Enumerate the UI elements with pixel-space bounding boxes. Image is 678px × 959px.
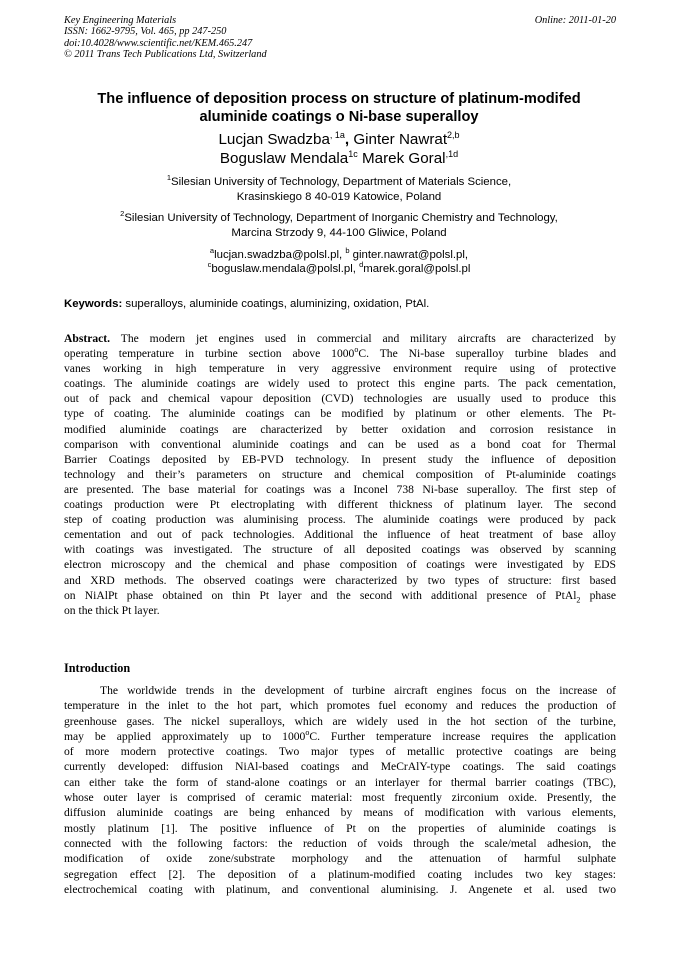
author-emails bbox=[40, 248, 638, 276]
abstract-line: cementation and out of pack technologies. Additional the influence of heat treatment of base alloy bbox=[64, 528, 616, 542]
paper-title bbox=[40, 90, 638, 126]
abstract-line: Abstract. The modern jet engines used in commercial and military aircrafts are characterized by bbox=[64, 332, 616, 345]
authors-line-1 bbox=[40, 130, 638, 149]
email-link[interactable]: marek.goral@polsl.pl bbox=[363, 263, 471, 275]
body-line: mostly platinum [1]. The positive influence of Pt on the properties of aluminide coatings is bbox=[64, 821, 616, 835]
abstract-label: Abstract. bbox=[64, 332, 111, 345]
keywords-text: superalloys, aluminide coatings, aluminizing, oxidation, PtAl. bbox=[122, 298, 430, 310]
email-link[interactable]: ginter.nawrat@polsl.pl, bbox=[349, 249, 469, 261]
abstract-line: and XRD methods. The observed coatings were characterized by two types of structure: first based bbox=[64, 573, 616, 587]
author-affil-mark: ,1d bbox=[445, 148, 459, 159]
author-name: Ginter Nawrat bbox=[349, 131, 448, 148]
body-line: of more modern protective coatings. Two major types of metallic protective coatings are being bbox=[64, 745, 616, 759]
email-link[interactable]: boguslaw.mendala@polsl.pl, bbox=[211, 263, 360, 275]
abstract-line: type of coating. The aluminide coatings can be modified by platinum or other elements. The Pt- bbox=[64, 407, 616, 421]
doi-line: doi:10.4028/www.scientific.net/KEM.465.247 bbox=[64, 37, 253, 49]
body-line: segregation effect [2]. The deposition of a platinum-modified coating includes two key stages: bbox=[64, 867, 616, 881]
body-line: electrochemical coating with platinum, and conventional aluminising. J. Angenete et al. used two bbox=[64, 882, 616, 896]
author-name: Boguslaw Mendala bbox=[219, 150, 349, 167]
abstract-line: on the thick Pt layer. bbox=[64, 603, 160, 617]
abstract-line: on NiAlPt phase obtained on thin Pt layer and the second with additional presence of PtAl$_2$ phase bbox=[64, 588, 616, 604]
abstract-line: coatings. The aluminide coatings are widely used to protect this engine parts. The pack cementation, bbox=[64, 377, 616, 391]
email-mark: a bbox=[209, 246, 215, 256]
keywords-label: Keywords: bbox=[64, 298, 123, 310]
email-mark: c bbox=[207, 260, 212, 270]
abstract-line: vanes working in high temperature in very aggressive environment require using of protective bbox=[64, 362, 616, 376]
journal-header bbox=[64, 15, 616, 61]
journal-name: Key Engineering Materials bbox=[64, 15, 177, 26]
affil-number: 2 bbox=[120, 209, 125, 219]
affil-line: Silesian University of Technology, Department of Inorganic Chemistry and Technology, bbox=[124, 212, 558, 224]
body-line: diffusion aluminide coatings are being enhanced by means of modification with various elements, bbox=[64, 806, 616, 820]
introduction-body bbox=[64, 683, 616, 897]
body-line: modification of oxide zone/substrate morphology and the attenuation of harmful sulphate bbox=[64, 852, 616, 866]
body-line: temperature in the inlet to the hot part, which promotes fuel economy and reduces the production of bbox=[64, 699, 616, 713]
title-line-1: The influence of deposition process on structure of platinum-modifed bbox=[97, 91, 581, 107]
body-line: greenhouse gases. The nickel superalloys, which are widely used in the hot section of the turbine, bbox=[64, 714, 616, 728]
body-line: currently developed: diffusion NiAl-based coatings and MeCrAlY-type coatings. The said coatings bbox=[64, 760, 616, 774]
abstract-line: out of pack and chemical vapour deposition (CVD) technologies are usually used to produce this bbox=[64, 392, 616, 406]
author-affil-mark: 2,b bbox=[447, 129, 460, 140]
email-link[interactable]: lucjan.swadzba@polsl.pl, bbox=[214, 249, 346, 261]
author-separator: , bbox=[344, 131, 350, 148]
body-line: The worldwide trends in the development of turbine aircraft engines focus on the increase of bbox=[100, 684, 616, 697]
section-heading-introduction: Introduction bbox=[64, 661, 131, 675]
abstract-line: Barrier Coatings deposited by EB-PVD technology. In present study the influence of deposition bbox=[64, 452, 616, 466]
email-mark: b bbox=[345, 246, 350, 256]
abstract-line: operating temperature in turbine section above 1000$^o$C. The Ni-base superalloy turbine blades and bbox=[64, 345, 616, 361]
issn-line: ISSN: 1662-9795, Vol. 465, pp 247-250 bbox=[64, 26, 227, 38]
affiliation-2 bbox=[40, 211, 638, 241]
authors-line-2 bbox=[40, 149, 638, 168]
affiliation-1 bbox=[40, 175, 638, 205]
body-line: whose outer layer is comprised of ceramic material: most frequently zirconium oxide. Presently, the bbox=[64, 791, 616, 805]
abstract-line: technology and their’s parameters on structure and chemical composition of Pt-aluminide coatings bbox=[64, 467, 616, 481]
author-name: Lucjan Swadzba bbox=[218, 131, 330, 148]
body-line: can either take the form of stand-alone coatings or an interlayer for thermal barrier coatings (TBC), bbox=[64, 775, 616, 789]
online-date: Online: 2011-01-20 bbox=[534, 15, 616, 26]
author-affil-mark: , 1a bbox=[329, 129, 345, 140]
affil-line: Marcina Strzody 9, 44-100 Gliwice, Poland bbox=[231, 227, 447, 239]
abstract bbox=[64, 331, 616, 618]
affil-line: Silesian University of Technology, Department of Materials Science, bbox=[170, 176, 512, 188]
abstract-line: modified aluminide coatings are characterized by better oxidation and corrosion resistance in bbox=[64, 422, 616, 436]
affil-line: Krasinskiego 8 40-019 Katowice, Poland bbox=[236, 191, 442, 203]
body-line: connected with the following factors: the reduction of voids through the scale/metal adhesion, the bbox=[64, 836, 616, 850]
author-list bbox=[40, 130, 638, 168]
author-affil-mark: 1c bbox=[348, 148, 358, 159]
abstract-line: with coatings was investigated. The structure of all deposited coatings was observed by scanning bbox=[64, 543, 616, 557]
abstract-line: step of coating production was aluminising process. The aluminide coatings were produced by pack bbox=[64, 513, 616, 527]
copyright-line: © 2011 Trans Tech Publications Ltd, Switzerland bbox=[64, 49, 267, 61]
abstract-line: are presented. The base material for coatings was a Inconel 738 Ni-base superalloy. The first step of bbox=[64, 482, 616, 496]
abstract-line: comparison with conventional aluminide coatings and can be used as a bond coat for Thermal bbox=[64, 437, 616, 451]
abstract-line: coatings production were Pt electroplating with different thickness of platinum layer. The second bbox=[64, 498, 616, 512]
keywords bbox=[64, 297, 616, 311]
author-name: Marek Goral bbox=[357, 150, 446, 167]
abstract-line: electron microscopy and the chemical and phase composition of coatings were investigated by EDS bbox=[64, 558, 616, 572]
email-mark: d bbox=[359, 260, 364, 270]
title-line-2: aluminide coatings o Ni-base superalloy bbox=[199, 109, 479, 125]
body-line: may be applied approximately up to 1000$^o$C. Further temperature increase requires the application bbox=[64, 728, 616, 743]
affil-number: 1 bbox=[166, 173, 171, 183]
